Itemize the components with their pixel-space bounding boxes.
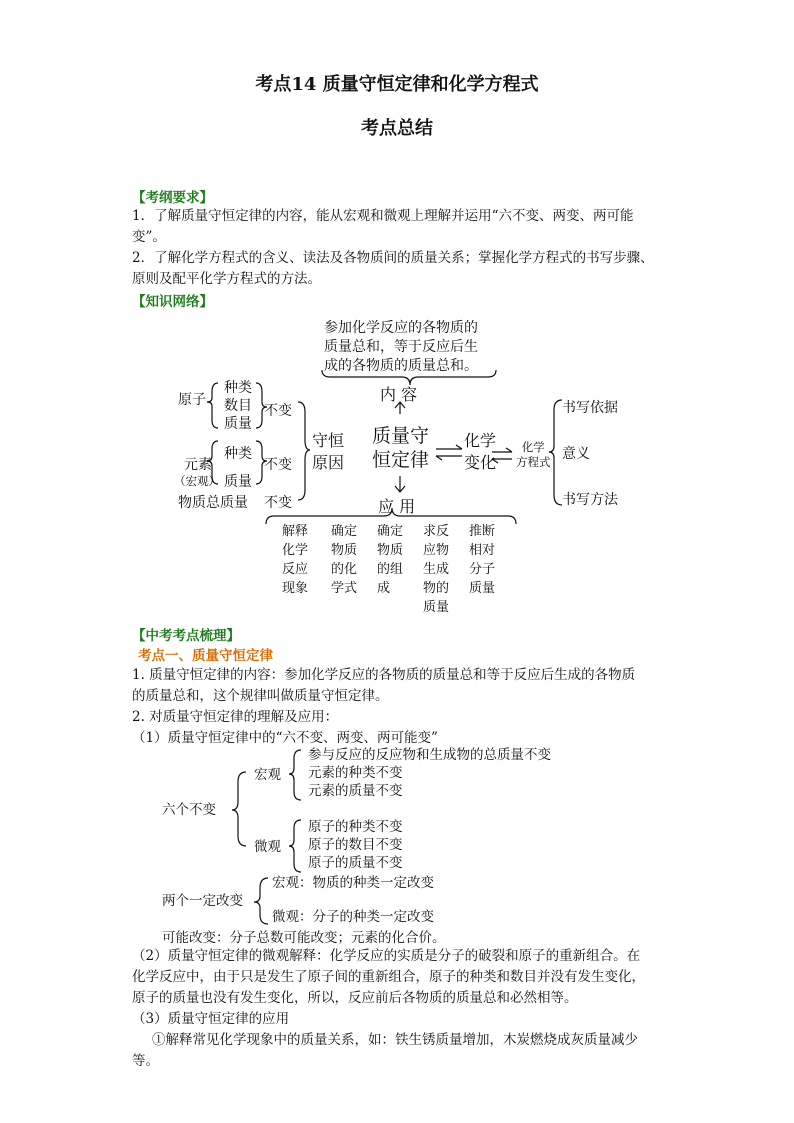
p1-line: （1）质量守恒定律中的“六不变、两变、两可能变” <box>132 730 438 746</box>
req-heading: 【考纲要求】 <box>132 190 213 206</box>
page-title: 考点14 质量守恒定律和化学方程式 <box>255 74 539 95</box>
p2-line: （2）质量守恒定律的微观解释：化学反应的实质是分子的破裂和原子的重新组合。在 <box>132 948 641 964</box>
p2-line: 原子的质量也没有发生变化，所以，反应前后各物质的质量总和必然相等。 <box>132 990 578 1006</box>
page-subtitle: 考点总结 <box>361 118 433 139</box>
change-line: 变化 <box>464 453 497 472</box>
p2-line: （3）质量守恒定律的应用 <box>132 1011 290 1027</box>
app-item: 推断相对分子质量 <box>469 524 496 596</box>
micro-item: 原子的质量不变 <box>308 855 403 871</box>
p2-line: 化学反应中，由于只是发生了原子间的重新组合，原子的种类和数目并没有发生变化， <box>132 969 645 985</box>
content-line: 成的各物质的质量总和。 <box>324 358 478 374</box>
element-item: 质量 <box>224 474 252 490</box>
micro-item: 原子的种类不变 <box>308 819 403 835</box>
two-item-macro: 宏观：物质的种类一定改变 <box>272 875 434 891</box>
reason-line: 守恒 <box>312 431 345 450</box>
yingyong-label: 应 用 <box>378 497 416 516</box>
app-item: 确定物质的化学式 <box>331 524 358 596</box>
p3-line: ①解释常见化学现象中的质量关系，如：铁生锈质量增加，木炭燃烧成灰质量减少 <box>152 1032 638 1048</box>
atom-label: 原子 <box>178 392 206 408</box>
total-label: 物质总质量 <box>178 495 248 511</box>
p3-line: 等。 <box>132 1053 159 1069</box>
two-item-micro: 微观：分子的种类一定改变 <box>272 909 434 925</box>
six-brace <box>232 772 246 846</box>
macro-item: 参与反应的反应物和生成物的总质量不变 <box>308 747 551 763</box>
element-label: 元素 <box>184 457 212 473</box>
macro-label: 宏观 <box>254 767 281 783</box>
neirong-label: 内 容 <box>380 385 418 404</box>
center-line: 质量守 <box>372 425 430 447</box>
req-line: 2．了解化学方程式的含义、读法及各物质间的质量关系；掌握化学方程式的书写步骤、 <box>132 250 654 266</box>
macro-brace <box>289 750 301 800</box>
app-item: 确定物质的组成 <box>377 524 404 596</box>
atom-item: 质量 <box>224 416 252 432</box>
p1-line: 2. 对质量守恒定律的理解及应用： <box>132 709 339 725</box>
app-item: 解释化学反应现象 <box>282 524 309 596</box>
micro-label: 微观 <box>254 839 281 855</box>
p1-line: 的质量总和，这个规律叫做质量守恒定律。 <box>132 688 389 704</box>
two-brace <box>254 878 268 924</box>
req-line: 原则及配平化学方程式的方法。 <box>132 271 321 287</box>
app-item: 求反应物生成物的质量 <box>423 524 450 615</box>
element-item: 种类 <box>224 446 252 462</box>
p2-text <box>132 946 645 1030</box>
two-label: 两个一定改变 <box>162 893 243 909</box>
p3-text <box>132 1030 638 1072</box>
element-unchanged: 不变 <box>264 457 292 473</box>
equation-line: 化学 <box>521 440 545 454</box>
macro-items <box>308 746 551 800</box>
atom-item: 种类 <box>224 380 252 396</box>
change-line: 化学 <box>464 431 497 450</box>
reason-line: 原因 <box>312 453 345 472</box>
net-heading: 【知识网络】 <box>132 294 213 310</box>
six-label: 六个不变 <box>162 802 216 818</box>
point1-title: 考点一、质量守恒定律 <box>138 648 273 664</box>
macro-item: 元素的质量不变 <box>308 783 403 799</box>
atom-item: 数目 <box>224 398 252 414</box>
maybe-text: 可能改变：分子总数可能改变；元素的化合价。 <box>162 930 446 946</box>
right-item-method: 书写方法 <box>562 492 618 508</box>
exam-heading: 【中考考点梳理】 <box>132 628 240 644</box>
p1-line: 1. 质量守恒定律的内容：参加化学反应的各物质的质量总和等于反应后生成的各物质 <box>132 667 636 683</box>
element-note: （宏观） <box>174 474 220 488</box>
micro-items <box>308 818 403 872</box>
micro-brace <box>289 820 301 872</box>
content-line: 质量总和，等于反应后生 <box>324 339 478 355</box>
micro-item: 原子的数目不变 <box>308 837 403 853</box>
content-line: 参加化学反应的各物质的 <box>324 320 478 336</box>
macro-item: 元素的种类不变 <box>308 765 403 781</box>
right-item-meaning: 意义 <box>562 446 590 462</box>
center-line: 恒定律 <box>372 449 430 471</box>
req-line: 变”。 <box>132 229 166 245</box>
right-item-basis: 书写依据 <box>562 400 618 416</box>
equation-line: 方程式 <box>516 455 551 469</box>
total-unchanged: 不变 <box>264 495 292 511</box>
req-line: 1．了解质量守恒定律的内容，能从宏观和微观上理解并运用“六不变、两变、两可能 <box>132 208 634 224</box>
atom-unchanged: 不变 <box>264 403 292 419</box>
